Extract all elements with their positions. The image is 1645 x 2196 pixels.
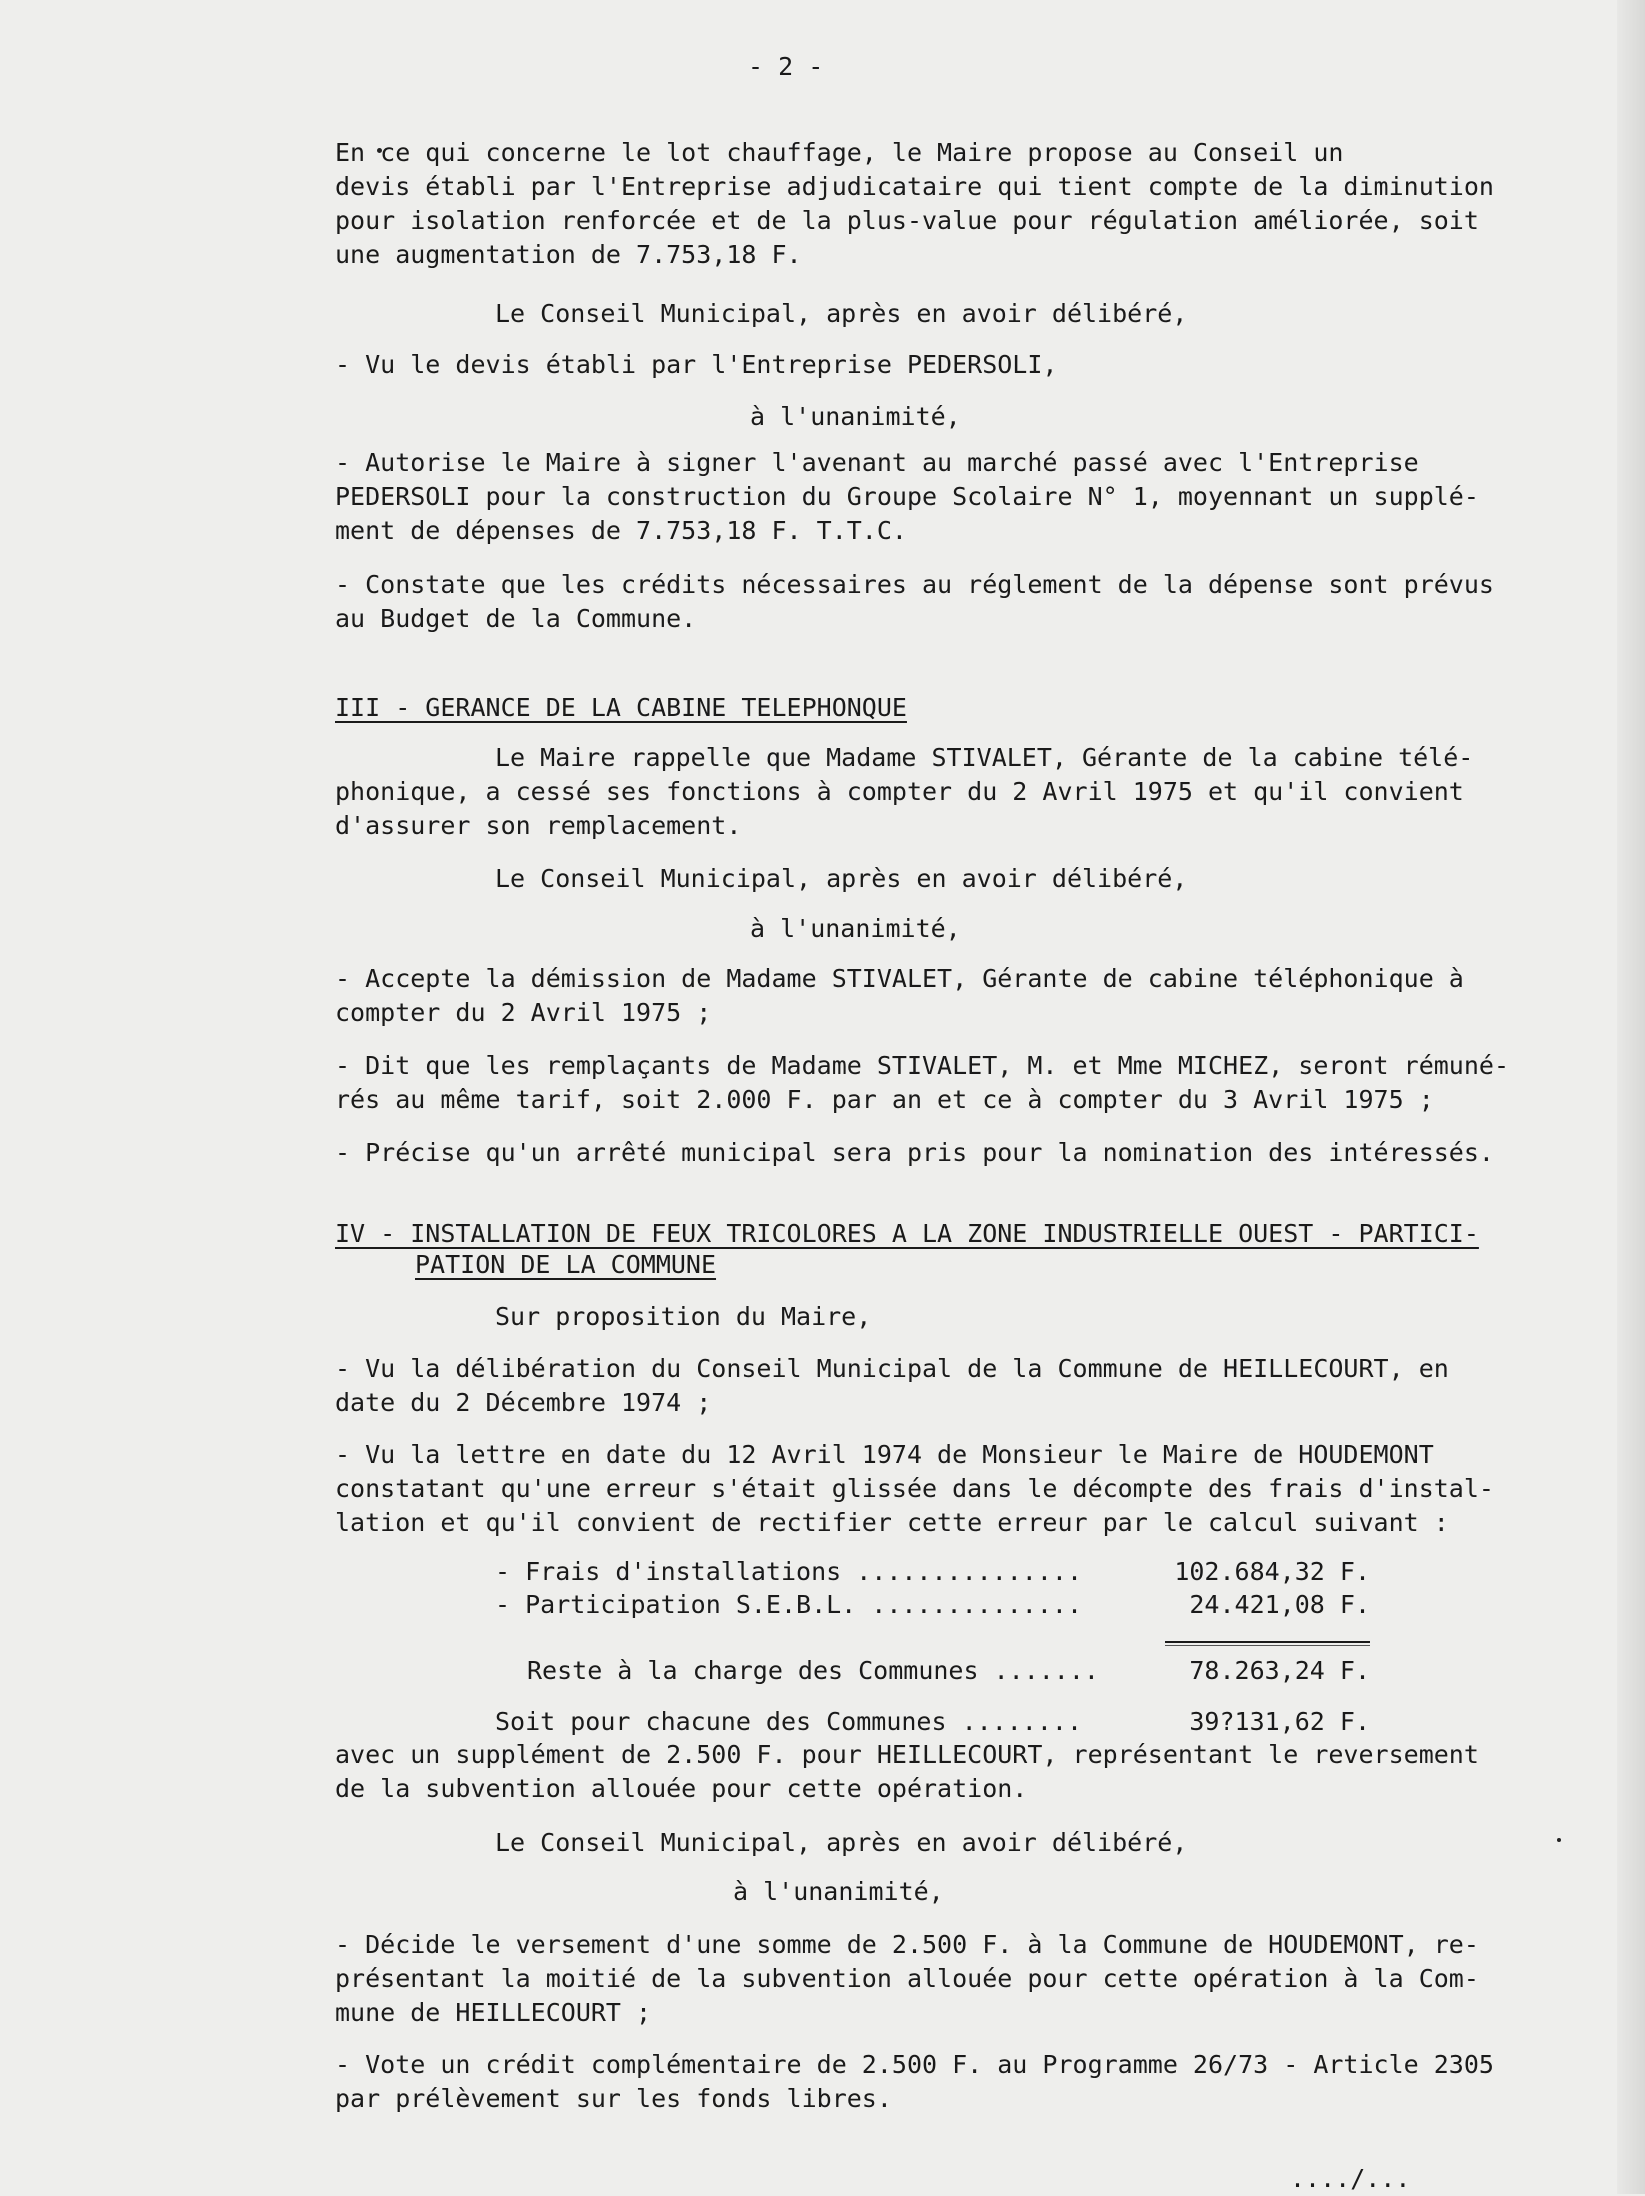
section-heading-iv-continued: PATION DE LA COMMUNE [415, 1250, 717, 1279]
text-line: phonique, a cessé ses fonctions à compter du 2 Avril 1975 et qu'il convient [335, 777, 1464, 806]
text-line: d'assurer son remplacement. [335, 811, 742, 840]
text-line: - Vu la lettre en date du 12 Avril 1974 de Monsieur le Maire de HOUDEMONT [335, 1440, 1434, 1469]
calc-soit-value: 39?131,62 F. [1189, 1707, 1370, 1736]
calc-frais-value: 102.684,32 F. [1174, 1557, 1370, 1586]
dit-paragraph [335, 1049, 1590, 1117]
vu-devis: - Vu le devis établi par l'Entreprise PEDERSOLI, [335, 350, 1058, 379]
autorise-paragraph [335, 446, 1590, 548]
text-line: pour isolation renforcée et de la plus-value pour régulation améliorée, soit [335, 206, 1479, 235]
unanimity: à l'unanimité, [750, 402, 961, 431]
text-line: mune de HEILLECOURT ; [335, 1998, 652, 2027]
text-line: ment de dépenses de 7.753,18 F. T.T.C. [335, 516, 907, 545]
sum-rule [1165, 1641, 1370, 1643]
council-deliberation: Le Conseil Municipal, après en avoir délibéré, [495, 1828, 1188, 1857]
section-heading-iv: IV - INSTALLATION DE FEUX TRICOLORES A LA ZONE INDUSTRIELLE OUEST - PARTICI- [335, 1219, 1479, 1248]
stray-mark [1557, 1838, 1561, 1842]
section-iii-paragraph [335, 741, 1473, 843]
text-line: - Vote un crédit complémentaire de 2.500 F. au Programme 26/73 - Article 2305 [335, 2050, 1494, 2079]
calc-frais-label: - Frais d'installations ............... [495, 1557, 1082, 1586]
text-line: par prélèvement sur les fonds libres. [335, 2084, 892, 2113]
text-line: une augmentation de 7.753,18 F. [335, 240, 802, 269]
text-line: - Vu la délibération du Conseil Municipal de la Commune de HEILLECOURT, en [335, 1354, 1449, 1383]
text-line: - Constate que les crédits nécessaires au réglement de la dépense sont prévus [335, 570, 1494, 599]
vu-deliberation-paragraph [335, 1352, 1590, 1420]
text-line: rés au même tarif, soit 2.000 F. par an et ce à compter du 3 Avril 1975 ; [335, 1085, 1434, 1114]
text-line: - Autorise le Maire à signer l'avenant au marché passé avec l'Entreprise [335, 448, 1419, 477]
text-line: Le Maire rappelle que Madame STIVALET, Gérante de la cabine télé- [495, 743, 1474, 772]
text-line: avec un supplément de 2.500 F. pour HEILLECOURT, représentant le reversement [335, 1740, 1479, 1769]
unanimity: à l'unanimité, [733, 1877, 944, 1906]
text-line: de la subvention allouée pour cette opération. [335, 1774, 1028, 1803]
text-line: PEDERSOLI pour la construction du Groupe Scolaire N° 1, moyennant un supplé- [335, 482, 1479, 511]
calc-reste-label: Reste à la charge des Communes ....... [527, 1656, 1099, 1685]
text-line: - Décide le versement d'une somme de 2.500 F. à la Commune de HOUDEMONT, re- [335, 1930, 1479, 1959]
text-line: - Dit que les remplaçants de Madame STIVALET, M. et Mme MICHEZ, seront rémuné- [335, 1051, 1509, 1080]
text-line: présentant la moitié de la subvention allouée pour cette opération à la Com- [335, 1964, 1479, 1993]
decide-paragraph [335, 1928, 1590, 2030]
text-line: constatant qu'une erreur s'était glissée dans le décompte des frais d'instal- [335, 1474, 1494, 1503]
text-line: lation et qu'il convient de rectifier cette erreur par le calcul suivant : [335, 1508, 1449, 1537]
calc-participation-value: 24.421,08 F. [1189, 1590, 1370, 1619]
calc-soit-label: Soit pour chacune des Communes ........ [495, 1707, 1082, 1736]
constate-paragraph [335, 568, 1590, 636]
supplement-paragraph [335, 1738, 1590, 1806]
text-line: au Budget de la Commune. [335, 604, 697, 633]
sum-rule-double [1165, 1645, 1370, 1646]
text-line: - Accepte la démission de Madame STIVALET, Gérante de cabine téléphonique à [335, 964, 1464, 993]
section-heading-iii: III - GERANCE DE LA CABINE TELEPHONQUE [335, 693, 907, 722]
calc-participation-label: - Participation S.E.B.L. .............. [495, 1590, 1082, 1619]
continuation-mark: ..../... [1290, 2164, 1411, 2193]
page-number: - 2 - [748, 52, 824, 81]
calc-reste-value: 78.263,24 F. [1189, 1656, 1370, 1685]
text-line: devis établi par l'Entreprise adjudicataire qui tient compte de la diminution [335, 172, 1494, 201]
text-line: compter du 2 Avril 1975 ; [335, 998, 712, 1027]
text-line: date du 2 Décembre 1974 ; [335, 1388, 712, 1417]
council-deliberation: Le Conseil Municipal, après en avoir délibéré, [495, 864, 1188, 893]
vote-paragraph [335, 2048, 1590, 2116]
precise-paragraph: - Précise qu'un arrêté municipal sera pris pour la nomination des intéressés. [335, 1138, 1494, 1167]
page-edge-shadow [1617, 0, 1645, 2194]
text-line: En ce qui concerne le lot chauffage, le Maire propose au Conseil un [335, 138, 1344, 167]
intro-paragraph [335, 136, 1590, 272]
unanimity: à l'unanimité, [750, 914, 961, 943]
accepte-paragraph [335, 962, 1590, 1030]
council-deliberation: Le Conseil Municipal, après en avoir délibéré, [495, 299, 1188, 328]
vu-lettre-paragraph [335, 1438, 1590, 1540]
proposition: Sur proposition du Maire, [495, 1302, 872, 1331]
